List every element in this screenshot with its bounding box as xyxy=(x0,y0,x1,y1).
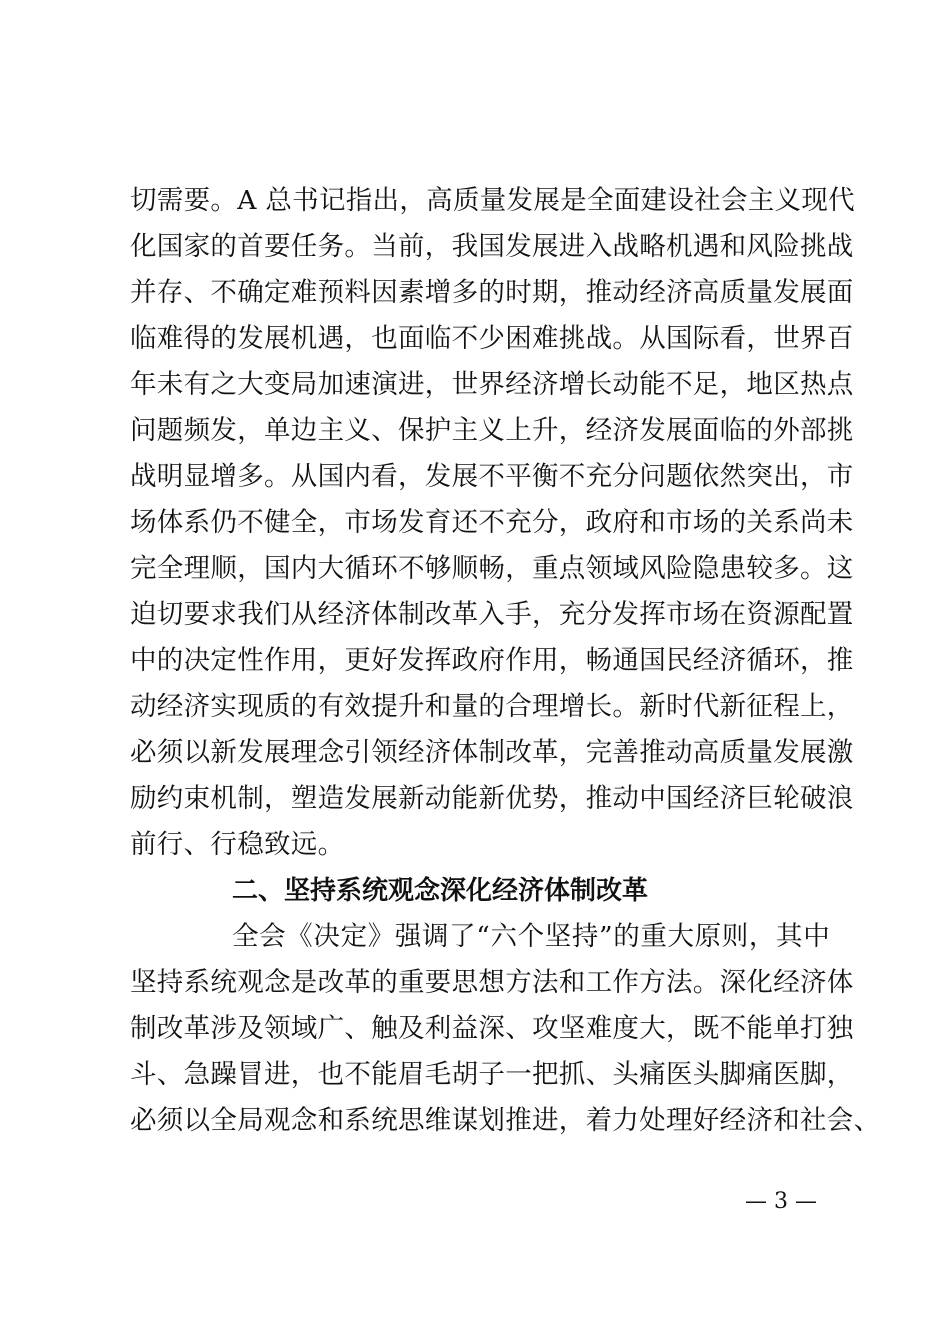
paragraph1-line-15: 前行、行稳致远。 xyxy=(130,829,345,860)
paragraph1-line-14: 励约束机制，塑造发展新动能新优势，推动中国经济巨轮破浪 xyxy=(130,783,854,814)
paragraph1-line-12: 动经济实现质的有效提升和量的合理增长。新时代新征程上， xyxy=(130,691,854,722)
paragraph1-line-4: 临难得的发展机遇，也面临不少困难挑战。从国际看，世界百 xyxy=(130,323,854,354)
paragraph2-line-3: 制改革涉及领域广、触及利益深、攻坚难度大，既不能单打独 xyxy=(130,1013,854,1044)
paragraph1-line-6: 问题频发，单边主义、保护主义上升，经济发展面临的外部挑 xyxy=(130,415,854,446)
page-number: — 3 — xyxy=(745,1189,817,1214)
paragraph1-line-10: 迫切要求我们从经济体制改革入手，充分发挥市场在资源配置 xyxy=(130,599,854,630)
section-heading: 二、坚持系统观念深化经济体制改革 xyxy=(232,876,649,906)
paragraph1-line-9: 完全理顺，国内大循环不够顺畅，重点领域风险隐患较多。这 xyxy=(130,553,854,584)
paragraph1-line-1: 切需要。A 总书记指出，高质量发展是全面建设社会主义现代 xyxy=(130,185,855,216)
paragraph1-line-5: 年未有之大变局加速演进，世界经济增长动能不足，地区热点 xyxy=(130,369,854,400)
paragraph1-line-2: 化国家的首要任务。当前，我国发展进入战略机遇和风险挑战 xyxy=(130,231,854,262)
paragraph2-line-4: 斗、急躁冒进，也不能眉毛胡子一把抓、头痛医头脚痛医脚， xyxy=(130,1059,854,1090)
paragraph1-line-8: 场体系仍不健全，市场发育还不充分，政府和市场的关系尚未 xyxy=(130,507,854,538)
paragraph1-line-11: 中的决定性作用，更好发挥政府作用，畅通国民经济循环，推 xyxy=(130,645,854,676)
paragraph1-line-13: 必须以新发展理念引领经济体制改革，完善推动高质量发展激 xyxy=(130,737,854,768)
paragraph2-line-5: 必须以全局观念和系统思维谋划推进，着力处理好经济和社会、 xyxy=(130,1105,881,1136)
paragraph1-line-3: 并存、不确定难预料因素增多的时期，推动经济高质量发展面 xyxy=(130,277,854,308)
paragraph2-line-2: 坚持系统观念是改革的重要思想方法和工作方法。深化经济体 xyxy=(130,967,854,998)
paragraph2-line-1: 全会《决定》强调了“六个坚持”的重大原则，其中 xyxy=(232,921,830,952)
paragraph1-line-7: 战明显增多。从国内看，发展不平衡不充分问题依然突出，市 xyxy=(130,461,854,492)
